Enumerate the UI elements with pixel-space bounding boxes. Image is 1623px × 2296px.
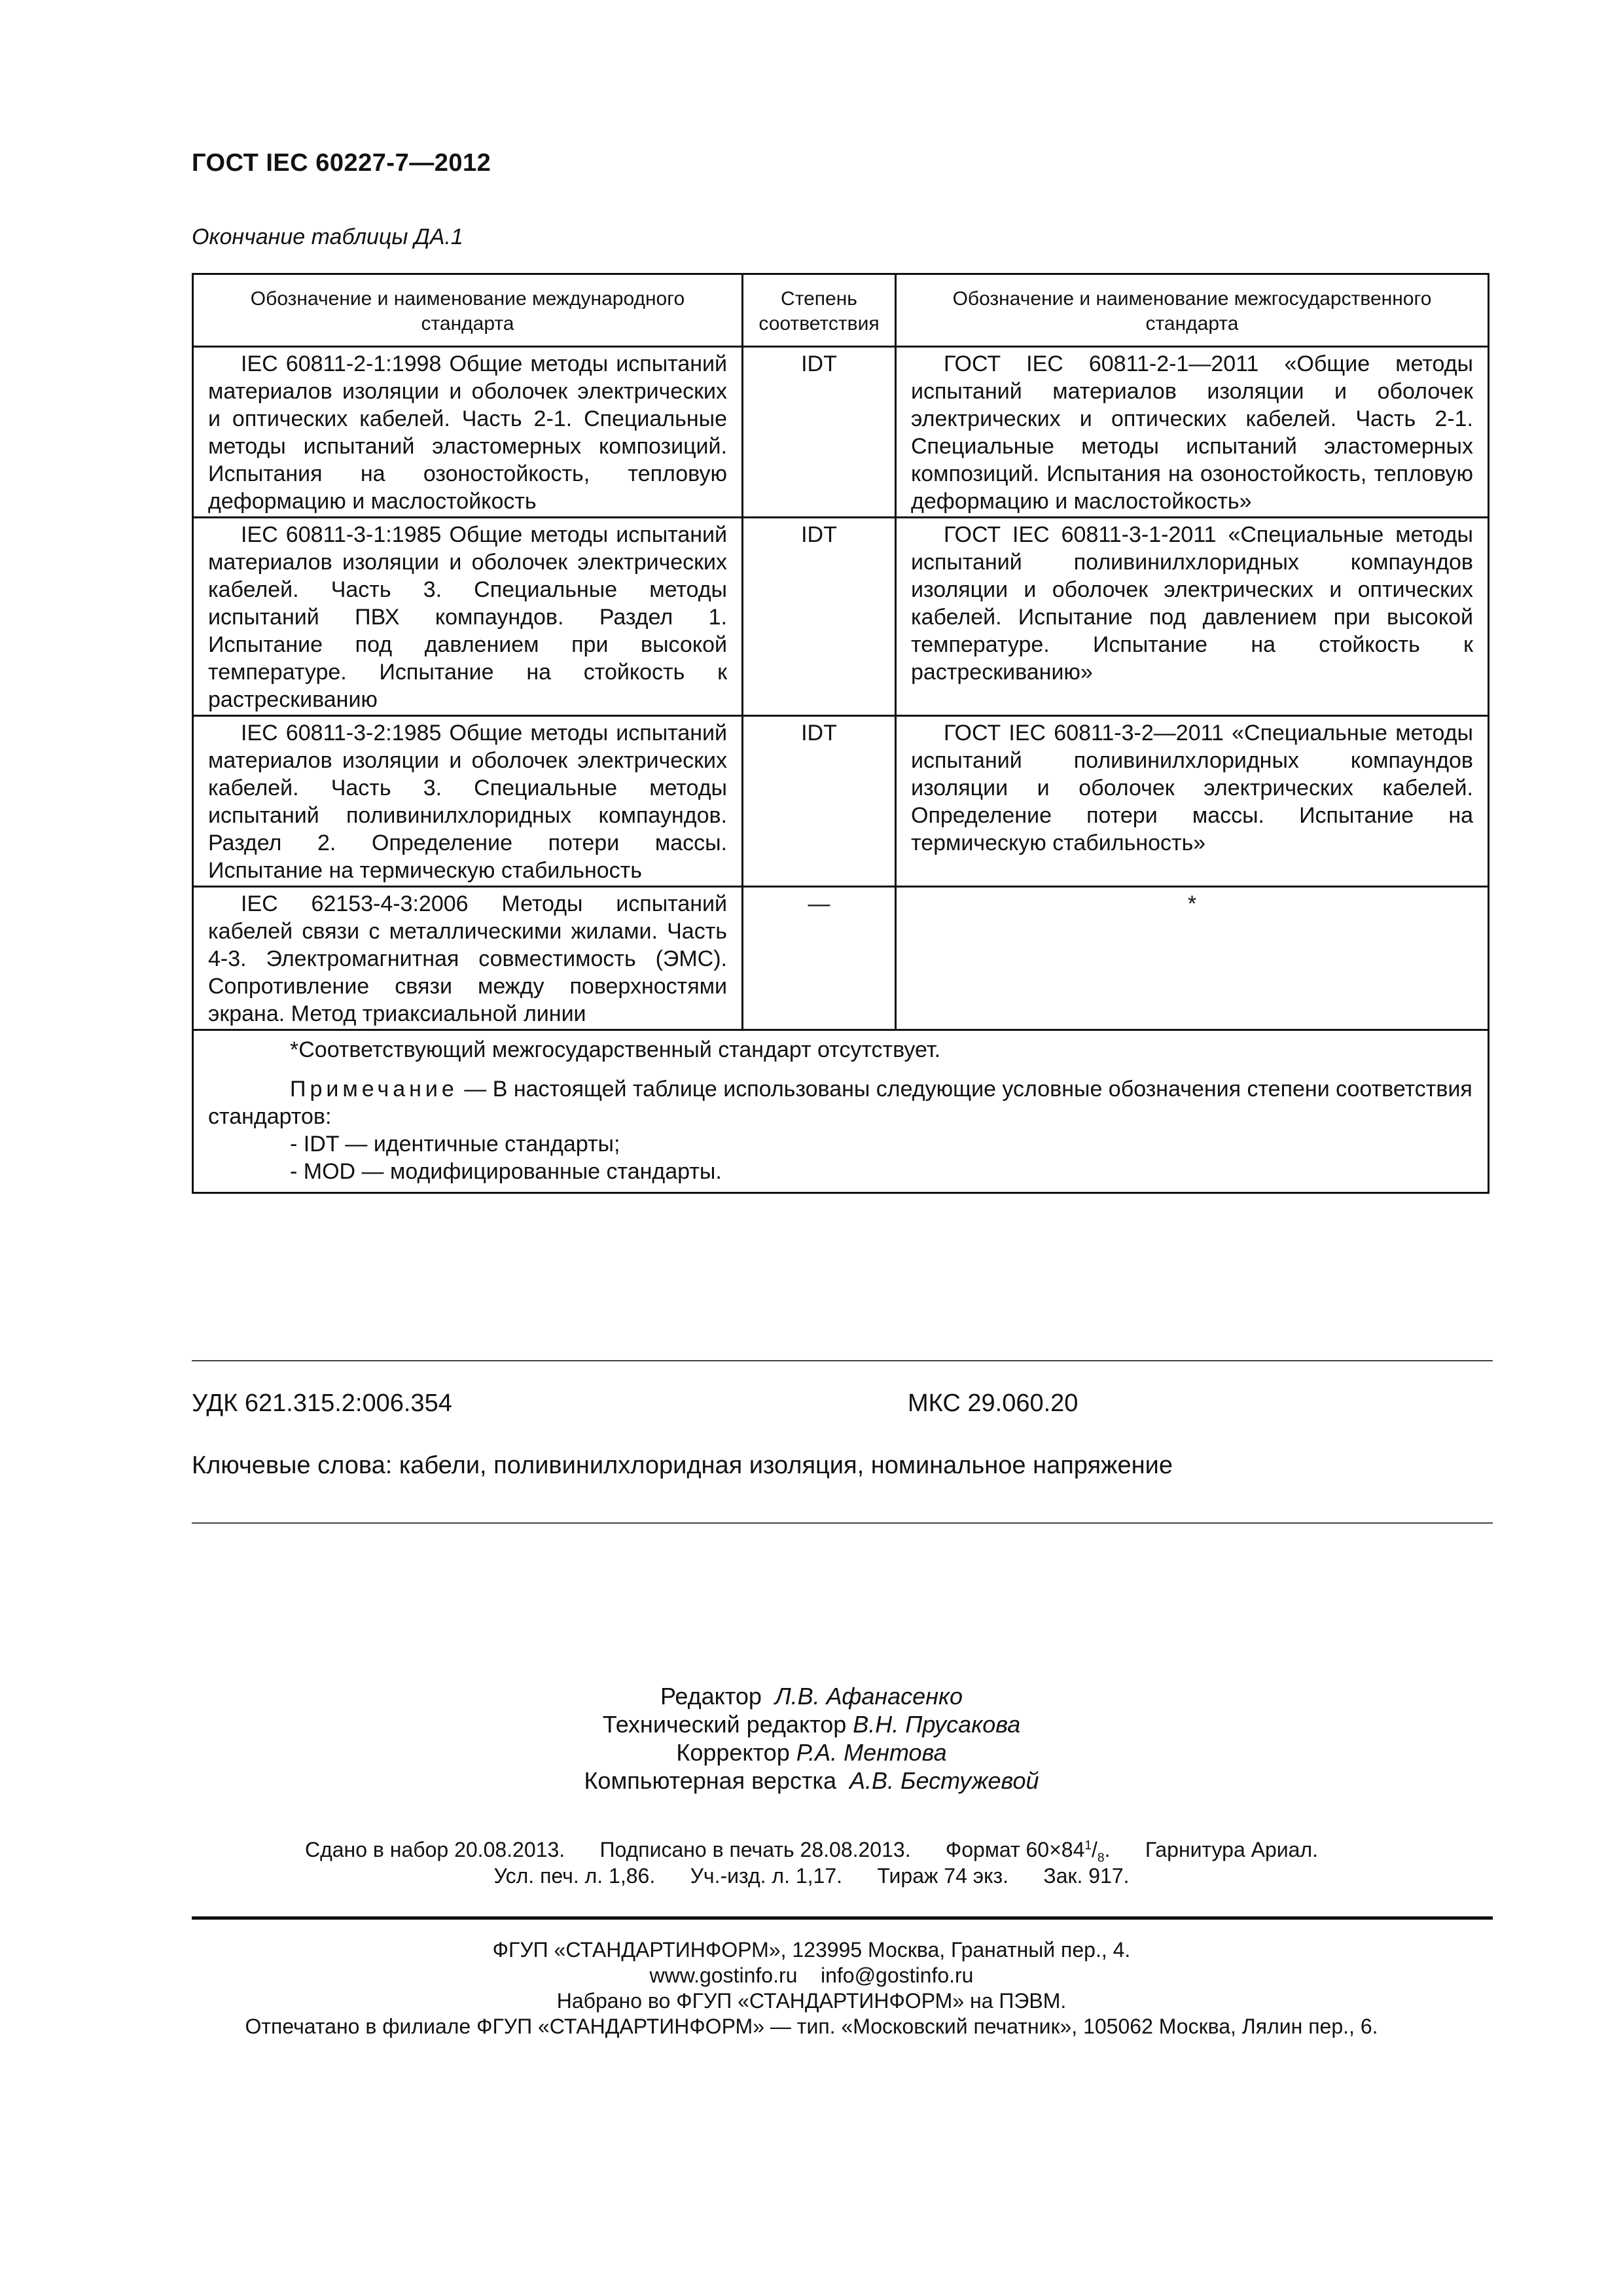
credit-role: Редактор	[660, 1683, 762, 1710]
publisher-contacts	[0, 1963, 1623, 1988]
table-footer-row	[193, 1030, 1489, 1193]
format-prefix: Формат 60×84	[945, 1838, 1085, 1861]
publisher-website[interactable]: www.gostinfo.ru	[649, 1964, 798, 1987]
note-label: Примечание	[290, 1077, 458, 1102]
divider-top	[192, 1360, 1493, 1361]
table-header-row	[193, 274, 1489, 347]
publisher-typesetting: Набрано во ФГУП «СТАНДАРТИНФОРМ» на ПЭВМ.	[556, 1989, 1067, 2013]
table-row	[193, 887, 1489, 1030]
credit-layout	[0, 1767, 1623, 1795]
credit-tech-editor	[0, 1710, 1623, 1738]
table-notes	[193, 1030, 1489, 1193]
degree-cell: —	[743, 887, 896, 1030]
note-item-idt: - IDT — идентичные стандарты;	[290, 1132, 620, 1157]
table-row	[193, 347, 1489, 518]
table-row	[193, 716, 1489, 887]
credit-role: Компьютерная верстка	[584, 1767, 836, 1794]
divider-publisher	[192, 1916, 1493, 1920]
imprint-format: Формат $60\times 84^1/_8$.	[945, 1838, 1111, 1865]
imprint-font: Гарнитура Ариал.	[1145, 1838, 1319, 1861]
note-item-mod: - MOD — модифицированные стандарты.	[290, 1159, 722, 1184]
interstate-standard-cell: *	[896, 887, 1489, 1030]
credit-proofreader	[0, 1738, 1623, 1767]
credit-name: В.Н. Прусакова	[853, 1711, 1021, 1738]
format-numerator: 1	[1084, 1839, 1092, 1853]
imprint-signed: Подписано в печать 28.08.2013.	[599, 1838, 911, 1861]
credit-name: Л.В. Афанасенко	[774, 1683, 963, 1710]
interstate-standard-cell: ГОСТ IEC 60811-3-2—2011 «Специальные методы испытаний поливинилхлоридных компаундов изоляции и оболочек электрических кабелей. Определение потери массы. Испытание на термическую стабильность»	[896, 716, 1489, 887]
standards-table	[192, 273, 1489, 1194]
imprint-typeset: Сдано в набор 20.08.2013.	[304, 1838, 565, 1861]
header-international: Обозначение и наименование международного стандарта	[193, 274, 743, 347]
international-standard-cell: IEC 60811-2-1:1998 Общие методы испытаний материалов изоляции и оболочек электрических и оптических кабелей. Часть 2-1. Специальные методы испытаний эластомерных композиций. Испытания на озоностойкость, тепловую деформацию и маслостойкость	[193, 347, 743, 518]
imprint-order: Зак. 917.	[1043, 1864, 1130, 1888]
footnote: *Соответствующий межгосударственный стандарт отсутствует.	[290, 1037, 941, 1062]
credit-editor	[0, 1682, 1623, 1710]
publisher-email[interactable]: info@gostinfo.ru	[820, 1964, 974, 1987]
imprint-circulation: Тираж 74 экз.	[877, 1864, 1009, 1888]
international-standard-cell: IEC 60811-3-2:1985 Общие методы испытаний материалов изоляции и оболочек электрических кабелей. Часть 3. Специальные методы испытаний поливинилхлоридных компаундов. Раздел 2. Определение потери массы. Испытание на термическую стабильность	[193, 716, 743, 887]
credit-role: Технический редактор	[602, 1711, 847, 1738]
international-standard-cell: IEC 60811-3-1:1985 Общие методы испытаний материалов изоляции и оболочек электрических кабелей. Часть 3. Специальные методы испытаний ПВХ компаундов. Раздел 1. Испытание под давлением при высокой температуре. Испытание на стойкость к растрескиванию	[193, 518, 743, 716]
imprint-edu-sheets: Уч.-изд. л. 1,17.	[690, 1864, 843, 1888]
international-standard-cell: IEC 62153-4-3:2006 Методы испытаний кабелей связи с металлическими жилами. Часть 4-3. Электромагнитная совместимость (ЭМС). Сопротивление связи между поверхностями экрана. Метод триаксиальной линии	[193, 887, 743, 1030]
imprint-print-sheets: Усл. печ. л. 1,86.	[493, 1864, 656, 1888]
imprint-line-1	[0, 1838, 1623, 1865]
note-text: — В настоящей таблице использованы следующие условные обозначения степени соответствия стандартов:	[208, 1077, 1472, 1129]
imprint-line-2	[0, 1864, 1623, 1888]
table-continuation-label: Окончание таблицы ДА.1	[192, 224, 463, 249]
credit-name: А.В. Бестужевой	[849, 1767, 1039, 1794]
document-code: ГОСТ IEC 60227-7—2012	[192, 149, 491, 177]
mks-code: МКС 29.060.20	[908, 1390, 1079, 1417]
note	[208, 1075, 1473, 1130]
header-interstate: Обозначение и наименование межгосударственного стандарта	[896, 274, 1489, 347]
udk-code: УДК 621.315.2:006.354	[192, 1390, 452, 1417]
format-denominator: 8	[1097, 1851, 1105, 1865]
table-row	[193, 518, 1489, 716]
keywords: Ключевые слова: кабели, поливинилхлоридная изоляция, номинальное напряжение	[192, 1452, 1173, 1479]
interstate-standard-cell: ГОСТ IEC 60811-2-1—2011 «Общие методы испытаний материалов изоляции и оболочек электрических и оптических кабелей. Часть 2-1. Специальные методы испытаний эластомерных композиций. Испытания на озоностойкость, тепловую деформацию и маслостойкость»	[896, 347, 1489, 518]
format-suffix: .	[1104, 1838, 1111, 1861]
degree-cell: IDT	[743, 716, 896, 887]
header-degree: Степень соответствия	[743, 274, 896, 347]
credit-role: Корректор	[676, 1739, 790, 1766]
credit-name: Р.А. Ментова	[796, 1739, 947, 1766]
degree-cell: IDT	[743, 518, 896, 716]
publisher-address: ФГУП «СТАНДАРТИНФОРМ», 123995 Москва, Гранатный пер., 4.	[492, 1938, 1131, 1962]
interstate-standard-cell: ГОСТ IEC 60811-3-1-2011 «Специальные методы испытаний поливинилхлоридных компаундов изоляции и оболочек электрических и оптических кабелей. Испытание под давлением при высокой температуре. Испытание на стойкость к растрескиванию»	[896, 518, 1489, 716]
degree-cell: IDT	[743, 347, 896, 518]
divider-bottom	[192, 1522, 1493, 1524]
publisher-printing: Отпечатано в филиале ФГУП «СТАНДАРТИНФОРМ» — тип. «Московский печатник», 105062 Москва, Лялин пер., 6.	[245, 2015, 1378, 2038]
